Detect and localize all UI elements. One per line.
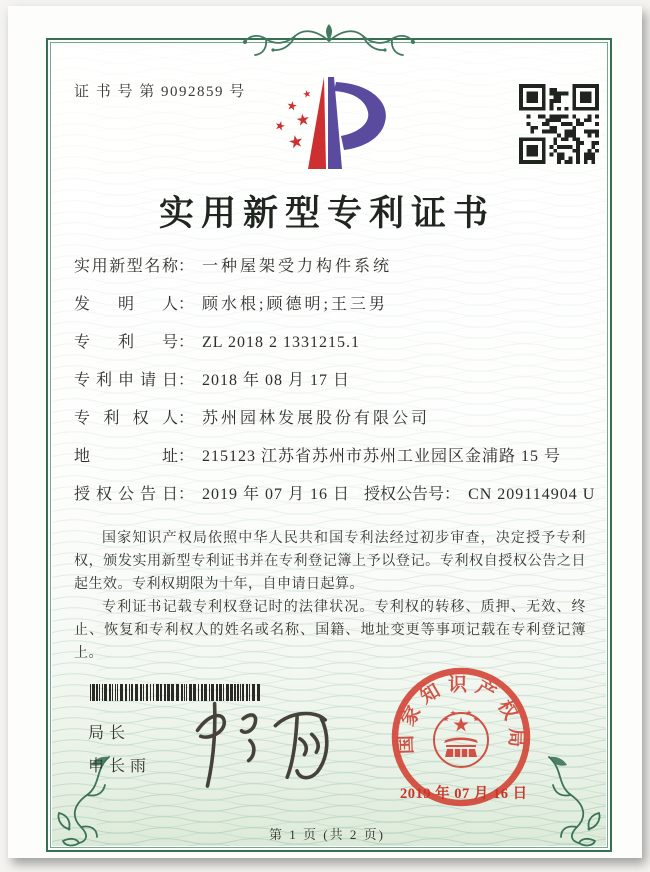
grant-date-label: 授权公告日: [74, 486, 178, 503]
commissioner-name: 申长雨: [88, 758, 152, 775]
seal-date: 2019 年 07 月 16 日: [400, 786, 528, 802]
field-list: [74, 256, 594, 522]
seal-agency-text: 国家知识产权局: [395, 674, 527, 755]
field-label: 专 利 权 人: [74, 410, 178, 427]
field-label: 发 明 人: [74, 296, 178, 313]
grant-number-pair: [364, 486, 595, 503]
cnipa-logo-icon: [258, 74, 403, 179]
field-patent-number: [74, 332, 594, 354]
label-colon: ：: [178, 258, 195, 275]
label-colon: ：: [178, 372, 195, 389]
field-filing-date: [74, 370, 594, 392]
field-value: 顾水根;顾德明;王三男: [202, 296, 388, 313]
legal-paragraph: 国家知识产权局依照中华人民共和国专利法经过初步审查，决定授予专利权，颁发实用新型专利证书并在专利登记簿上予以登记。专利权自授权公告之日起生效。专利权期限为十年，自申请日起算。: [74, 531, 586, 592]
field-value: 苏州园林发展股份有限公司: [202, 410, 431, 427]
grant-date-value: 2019 年 07 月 16 日: [202, 486, 351, 503]
grant-number-value: CN 209114904 U: [468, 486, 596, 503]
field-patentee: [74, 408, 594, 430]
field-value: ZL 2018 2 1331215.1: [202, 334, 360, 351]
label-colon: ：: [178, 334, 195, 351]
field-label: 专 利 号: [74, 334, 178, 351]
signature-handwriting: [178, 695, 351, 791]
field-label: 专利申请日: [74, 372, 178, 389]
field-address: [74, 446, 594, 468]
field-value: 一种屋架受力构件系统: [202, 258, 393, 275]
certificate-title: 实用新型专利证书: [158, 194, 495, 233]
label-colon: ：: [178, 486, 195, 503]
field-value: 215123 江苏省苏州市苏州工业园区金浦路 15 号: [202, 448, 562, 465]
field-grant-row: [74, 484, 594, 506]
commissioner-title: 局长: [88, 725, 131, 742]
top-border-ornament: [239, 21, 419, 61]
label-colon: ：: [178, 448, 195, 465]
commissioner-block: [88, 720, 151, 786]
label-colon: ：: [178, 410, 195, 427]
page-footer: 第 1 页 (共 2 页): [269, 827, 385, 842]
label-colon: ：: [178, 296, 195, 313]
certificate-number: 证 书 号 第 9092859 号: [74, 84, 246, 100]
certificate-page: [8, 6, 642, 858]
grant-number-label: 授权公告号: [364, 486, 445, 503]
national-emblem: [434, 710, 488, 767]
field-name: [74, 256, 594, 278]
legal-paragraph: 专利证书记载专利权登记时的法律状况。专利权的转移、质押、无效、终止、恢复和专利权人的姓名或名称、国籍、地址变更等事项记载在专利登记簿上。: [74, 600, 586, 661]
field-label: 地 址: [74, 448, 178, 465]
field-value: 2018 年 08 月 17 日: [202, 372, 351, 389]
qr-code: [519, 84, 599, 164]
legal-text: [74, 527, 586, 665]
field-label: 实用新型名称: [74, 258, 178, 275]
label-colon: ：: [444, 486, 461, 503]
field-inventors: [74, 294, 594, 316]
